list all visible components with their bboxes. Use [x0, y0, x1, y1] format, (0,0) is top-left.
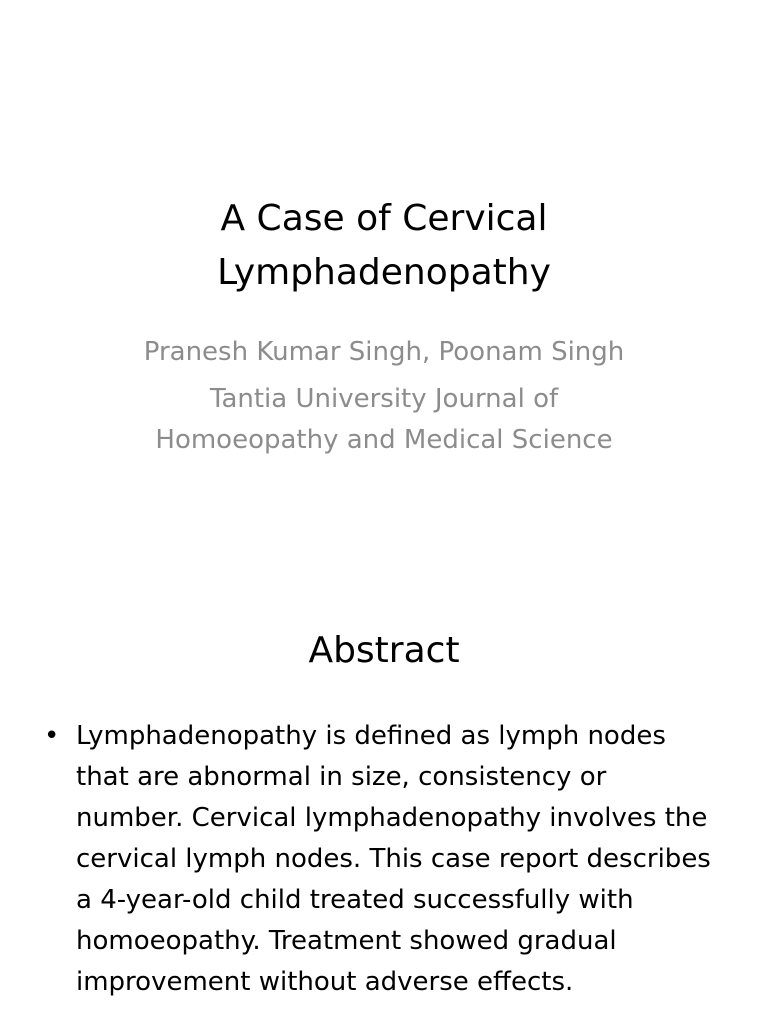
title-line-2: Lymphadenopathy — [217, 252, 551, 293]
bullet-item — [40, 716, 720, 1003]
abstract-slide — [0, 576, 768, 1024]
page-title — [64, 192, 704, 300]
title-line-1: A Case of Cervical — [220, 198, 548, 239]
bullet-icon: • — [44, 721, 60, 751]
subtitle — [64, 332, 704, 461]
authors: Pranesh Kumar Singh, Poonam Singh — [143, 337, 625, 367]
bullet-list — [40, 716, 720, 1003]
bullet-text: Lymphadenopathy is defined as lymph nodes that are abnormal in size, consistency or number. Cervical lymphadenopathy involves the cervical lymph nodes. This case report describes a 4-year-old child treated successfully with homoeopathy. Treatment showed gradual improvement without adverse effects. — [76, 721, 711, 997]
abstract-heading: Abstract — [308, 630, 460, 671]
journal-name — [64, 379, 704, 461]
journal-line-2: Homoeopathy and Medical Science — [155, 425, 613, 455]
journal-line-1: Tantia University Journal of — [209, 384, 559, 414]
